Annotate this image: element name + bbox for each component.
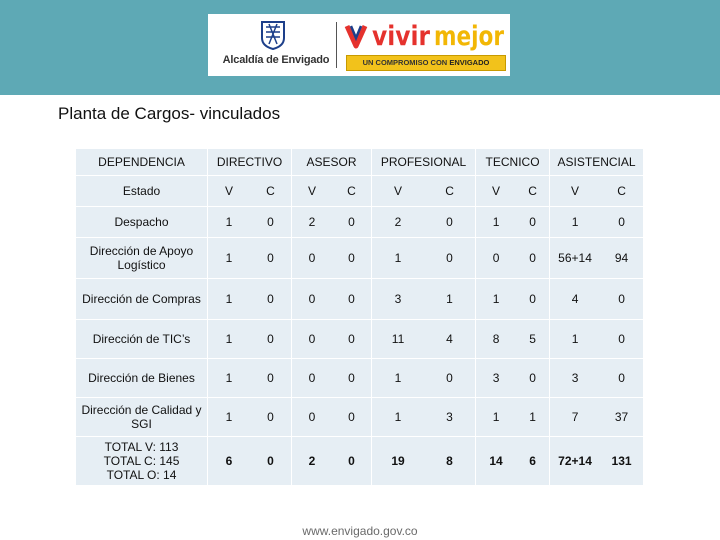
total-value-cell: 8	[424, 437, 476, 485]
dependencia-cell: Dirección de Bienes	[76, 359, 208, 397]
value-cell: 0	[250, 238, 292, 278]
value-cell: 0	[292, 359, 332, 397]
value-cell: 1	[208, 238, 250, 278]
value-cell: 1	[424, 279, 476, 319]
value-cell: 0	[516, 238, 550, 278]
state-row	[76, 176, 644, 206]
value-cell: 1	[372, 359, 424, 397]
state-label: Estado	[76, 176, 208, 206]
column-header: ASISTENCIAL	[550, 149, 644, 175]
value-cell: 1	[208, 398, 250, 436]
value-cell: 0	[516, 279, 550, 319]
value-cell: 2	[292, 207, 332, 237]
value-cell: 0	[332, 398, 372, 436]
value-cell: 0	[476, 238, 516, 278]
state-cell: V	[372, 176, 424, 206]
totals-line: TOTAL O: 14	[106, 468, 177, 482]
brand-tagline	[346, 55, 506, 71]
table-row	[76, 320, 644, 358]
value-cell: 0	[332, 279, 372, 319]
value-cell: 0	[424, 207, 476, 237]
state-cell: V	[550, 176, 600, 206]
value-cell: 0	[600, 207, 644, 237]
value-cell: 0	[292, 238, 332, 278]
value-cell: 1	[550, 207, 600, 237]
table-row	[76, 359, 644, 397]
state-cell: V	[208, 176, 250, 206]
value-cell: 1	[372, 398, 424, 436]
page-title: Planta de Cargos- vinculados	[58, 104, 281, 123]
value-cell: 2	[372, 207, 424, 237]
totals-line: TOTAL C: 145	[103, 454, 180, 468]
value-cell: 0	[292, 279, 332, 319]
value-cell: 1	[208, 359, 250, 397]
header-banner	[0, 0, 720, 95]
total-value-cell: 19	[372, 437, 424, 485]
value-cell: 0	[600, 359, 644, 397]
vivir-mejor-logo	[370, 18, 506, 52]
value-cell: 0	[332, 238, 372, 278]
table-row	[76, 279, 644, 319]
municipality-name: Alcaldía de Envigado	[222, 54, 330, 66]
dependencia-cell: Dirección de TIC’s	[76, 320, 208, 358]
svg-text:mejor: mejor	[434, 21, 505, 52]
value-cell: 1	[208, 279, 250, 319]
total-value-cell: 2	[292, 437, 332, 485]
value-cell: 0	[332, 207, 372, 237]
value-cell: 0	[424, 238, 476, 278]
value-cell: 0	[332, 359, 372, 397]
value-cell: 3	[424, 398, 476, 436]
column-header: PROFESIONAL	[372, 149, 476, 175]
value-cell: 0	[250, 320, 292, 358]
value-cell: 7	[550, 398, 600, 436]
value-cell: 0	[424, 359, 476, 397]
tagline-highlight: ENVIGADO	[449, 58, 490, 67]
logo-divider	[336, 22, 337, 68]
value-cell: 1	[208, 207, 250, 237]
totals-row	[76, 437, 644, 485]
value-cell: 0	[250, 398, 292, 436]
column-header: ASESOR	[292, 149, 372, 175]
vivir-mejor-emblem-icon	[344, 20, 368, 50]
column-header: DIRECTIVO	[208, 149, 292, 175]
value-cell: 0	[516, 359, 550, 397]
state-cell: C	[600, 176, 644, 206]
value-cell: 4	[424, 320, 476, 358]
state-cell: V	[292, 176, 332, 206]
value-cell: 1	[476, 207, 516, 237]
dependencia-cell: Dirección de Compras	[76, 279, 208, 319]
value-cell: 0	[292, 398, 332, 436]
total-value-cell: 6	[516, 437, 550, 485]
footer-url: www.envigado.gov.co	[302, 524, 418, 538]
logo-box	[208, 14, 510, 76]
value-cell: 1	[550, 320, 600, 358]
value-cell: 56+14	[550, 238, 600, 278]
dependencia-cell: Dirección de Apoyo Logístico	[76, 238, 208, 278]
value-cell: 0	[516, 207, 550, 237]
totals-line: TOTAL V: 113	[104, 440, 179, 454]
value-cell: 11	[372, 320, 424, 358]
tagline-prefix: UN COMPROMISO CON	[362, 58, 448, 67]
value-cell: 0	[250, 359, 292, 397]
crest-icon	[260, 20, 286, 50]
table-row	[76, 398, 644, 436]
value-cell: 0	[250, 279, 292, 319]
state-cell: C	[332, 176, 372, 206]
positions-table	[76, 148, 644, 486]
state-cell: V	[476, 176, 516, 206]
column-header: DEPENDENCIA	[76, 149, 208, 175]
total-value-cell: 0	[332, 437, 372, 485]
value-cell: 94	[600, 238, 644, 278]
state-cell: C	[424, 176, 476, 206]
value-cell: 1	[476, 279, 516, 319]
total-value-cell: 6	[208, 437, 250, 485]
table-header-row	[76, 149, 644, 175]
value-cell: 37	[600, 398, 644, 436]
total-value-cell: 72+14	[550, 437, 600, 485]
value-cell: 3	[476, 359, 516, 397]
value-cell: 0	[332, 320, 372, 358]
table-row	[76, 207, 644, 237]
value-cell: 0	[600, 279, 644, 319]
total-value-cell: 14	[476, 437, 516, 485]
svg-text:vivir: vivir	[372, 21, 431, 52]
value-cell: 1	[516, 398, 550, 436]
state-cell: C	[250, 176, 292, 206]
value-cell: 1	[372, 238, 424, 278]
table-row	[76, 238, 644, 278]
column-header: TECNICO	[476, 149, 550, 175]
value-cell: 1	[208, 320, 250, 358]
value-cell: 0	[292, 320, 332, 358]
dependencia-cell: Dirección de Calidad y SGI	[76, 398, 208, 436]
dependencia-cell: Despacho	[76, 207, 208, 237]
total-value-cell: 0	[250, 437, 292, 485]
total-value-cell: 131	[600, 437, 644, 485]
value-cell: 4	[550, 279, 600, 319]
value-cell: 1	[476, 398, 516, 436]
value-cell: 8	[476, 320, 516, 358]
totals-label	[76, 437, 208, 485]
value-cell: 3	[550, 359, 600, 397]
value-cell: 0	[600, 320, 644, 358]
value-cell: 3	[372, 279, 424, 319]
value-cell: 5	[516, 320, 550, 358]
state-cell: C	[516, 176, 550, 206]
value-cell: 0	[250, 207, 292, 237]
